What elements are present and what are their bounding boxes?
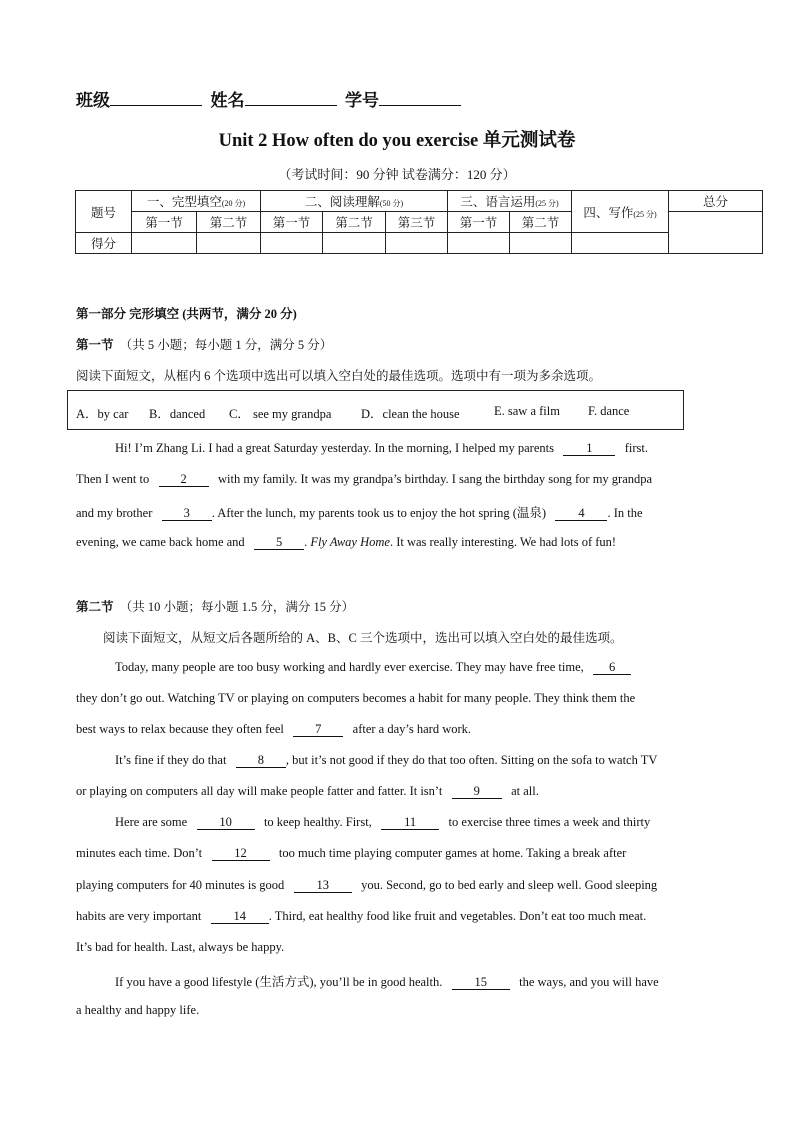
- section1-instructions: 阅读下面短文，从框内 6 个选项中选出可以填入空白处的最佳选项。选项中有一项为多余选项。: [76, 369, 602, 383]
- passage1-line: and my brother 3 . After the lunch, my parents took us to enjoy the hot spring (温泉) 4 . In the: [76, 506, 643, 520]
- score-cell[interactable]: [197, 233, 261, 254]
- options-box: [67, 390, 684, 430]
- sub-header: 第一节: [448, 212, 510, 233]
- passage2-line: It’s bad for health. Last, always be happy.: [76, 940, 285, 954]
- option-d: D．clean the house: [361, 407, 460, 421]
- class-label: 班级: [76, 91, 110, 110]
- passage1-line: Then I went to 2 with my family. It was my grandpa’s birthday. I sang the birthday song for my grandpa: [76, 472, 653, 486]
- blank-1[interactable]: 1: [563, 442, 615, 456]
- passage1-line: evening, we came back home and 5 . Fly Away Home. It was really interesting. We had lots of fun!: [76, 535, 617, 549]
- score-cell[interactable]: [572, 233, 669, 254]
- passage1-line: Hi! I’m Zhang Li. I had a great Saturday yesterday. In the morning, I helped my parents 1 first.: [115, 441, 648, 455]
- number-blank[interactable]: [379, 91, 461, 106]
- sub-header: 第二节: [510, 212, 572, 233]
- blank-2[interactable]: 2: [159, 473, 209, 487]
- blank-3[interactable]: 3: [162, 507, 212, 521]
- number-label: 学号: [345, 91, 379, 110]
- sub-header: 第一节: [132, 212, 197, 233]
- header-section-writing: 四、写作(25 分): [572, 191, 669, 233]
- row-score-label: 得分: [76, 233, 132, 254]
- blank-5[interactable]: 5: [254, 536, 304, 550]
- student-info-header: [76, 86, 461, 111]
- part1-heading: 第一部分 完形填空 (共两节，满分 20 分): [76, 307, 297, 321]
- blank-14[interactable]: 14: [211, 910, 269, 924]
- header-question: 题号: [76, 191, 132, 233]
- passage2-line: best ways to relax because they often feel 7 after a day’s hard work.: [76, 722, 472, 736]
- score-cell[interactable]: [448, 233, 510, 254]
- sub-header: 第一节: [261, 212, 323, 233]
- passage2-line: playing computers for 40 minutes is good 13 you. Second, go to bed early and sleep well. Good sleeping: [76, 878, 658, 892]
- score-cell[interactable]: [510, 233, 572, 254]
- option-b: B．danced: [149, 407, 206, 421]
- option-a: A．by car: [76, 407, 129, 421]
- blank-15[interactable]: 15: [452, 976, 510, 990]
- passage2-line: habits are very important 14 . Third, eat healthy food like fruit and vegetables. Don’t eat too much meat.: [76, 909, 647, 923]
- sub-header: 第三节: [386, 212, 448, 233]
- page-title: Unit 2 How often do you exercise 单元测试卷: [218, 131, 576, 151]
- passage2-line: minutes each time. Don’t 12 too much time playing computer games at home. Taking a break after: [76, 846, 627, 860]
- blank-13[interactable]: 13: [294, 879, 352, 893]
- name-blank[interactable]: [245, 91, 337, 106]
- passage2-line: Today, many people are too busy working and hardly ever exercise. They may have free time, 6: [115, 660, 631, 675]
- section2-heading: 第二节 （共 10 小题；每小题 1.5 分，满分 15 分）: [76, 600, 355, 614]
- header-total: 总分: [669, 191, 763, 212]
- score-cell[interactable]: [132, 233, 197, 254]
- blank-7[interactable]: 7: [293, 723, 343, 737]
- score-cell[interactable]: [386, 233, 448, 254]
- section2-instructions: 阅读下面短文，从短文后各题所给的 A、B、C 三个选项中，选出可以填入空白处的最佳选项。: [103, 631, 623, 645]
- option-f: F. dance: [588, 404, 630, 418]
- blank-6[interactable]: 6: [593, 661, 631, 675]
- passage2-line: Here are some 10 to keep healthy. First, 11 to exercise three times a week and thirty: [115, 815, 651, 829]
- passage2-line: a healthy and happy life.: [76, 1003, 200, 1017]
- header-section-reading: 二、阅读理解(50 分): [261, 191, 448, 212]
- header-section-cloze: 一、完型填空(20 分): [132, 191, 261, 212]
- blank-9[interactable]: 9: [452, 785, 502, 799]
- score-cell[interactable]: [261, 233, 323, 254]
- sub-header: 第二节: [197, 212, 261, 233]
- blank-8[interactable]: 8: [236, 754, 286, 768]
- score-table: [75, 190, 763, 254]
- total-score-cell[interactable]: [669, 212, 763, 254]
- passage2-line: If you have a good lifestyle (生活方式), you’ll be in good health. 15 the ways, and you will have: [115, 975, 659, 989]
- blank-10[interactable]: 10: [197, 816, 255, 830]
- blank-4[interactable]: 4: [555, 507, 607, 521]
- passage2-line: or playing on computers all day will make people fatter and fatter. It isn’t 9 at all.: [76, 784, 539, 798]
- class-blank[interactable]: [110, 91, 202, 106]
- sub-header: 第二节: [323, 212, 386, 233]
- blank-12[interactable]: 12: [212, 847, 270, 861]
- header-section-language: 三、语言运用(25 分): [448, 191, 572, 212]
- exam-info: （考试时间：90 分钟 试卷满分：120 分）: [278, 167, 516, 182]
- passage2-line: It’s fine if they do that 8 , but it’s not good if they do that too often. Sitting on the sofa to watch TV: [115, 753, 658, 767]
- option-c: C． see my grandpa: [229, 407, 332, 421]
- blank-11[interactable]: 11: [381, 816, 439, 830]
- passage2-line: they don’t go out. Watching TV or playing on computers becomes a habit for many people. They think them the: [76, 691, 636, 705]
- option-e: E. saw a film: [494, 404, 560, 418]
- name-label: 姓名: [210, 91, 245, 110]
- section1-heading: 第一节 （共 5 小题；每小题 1 分，满分 5 分）: [76, 338, 333, 352]
- score-cell[interactable]: [323, 233, 386, 254]
